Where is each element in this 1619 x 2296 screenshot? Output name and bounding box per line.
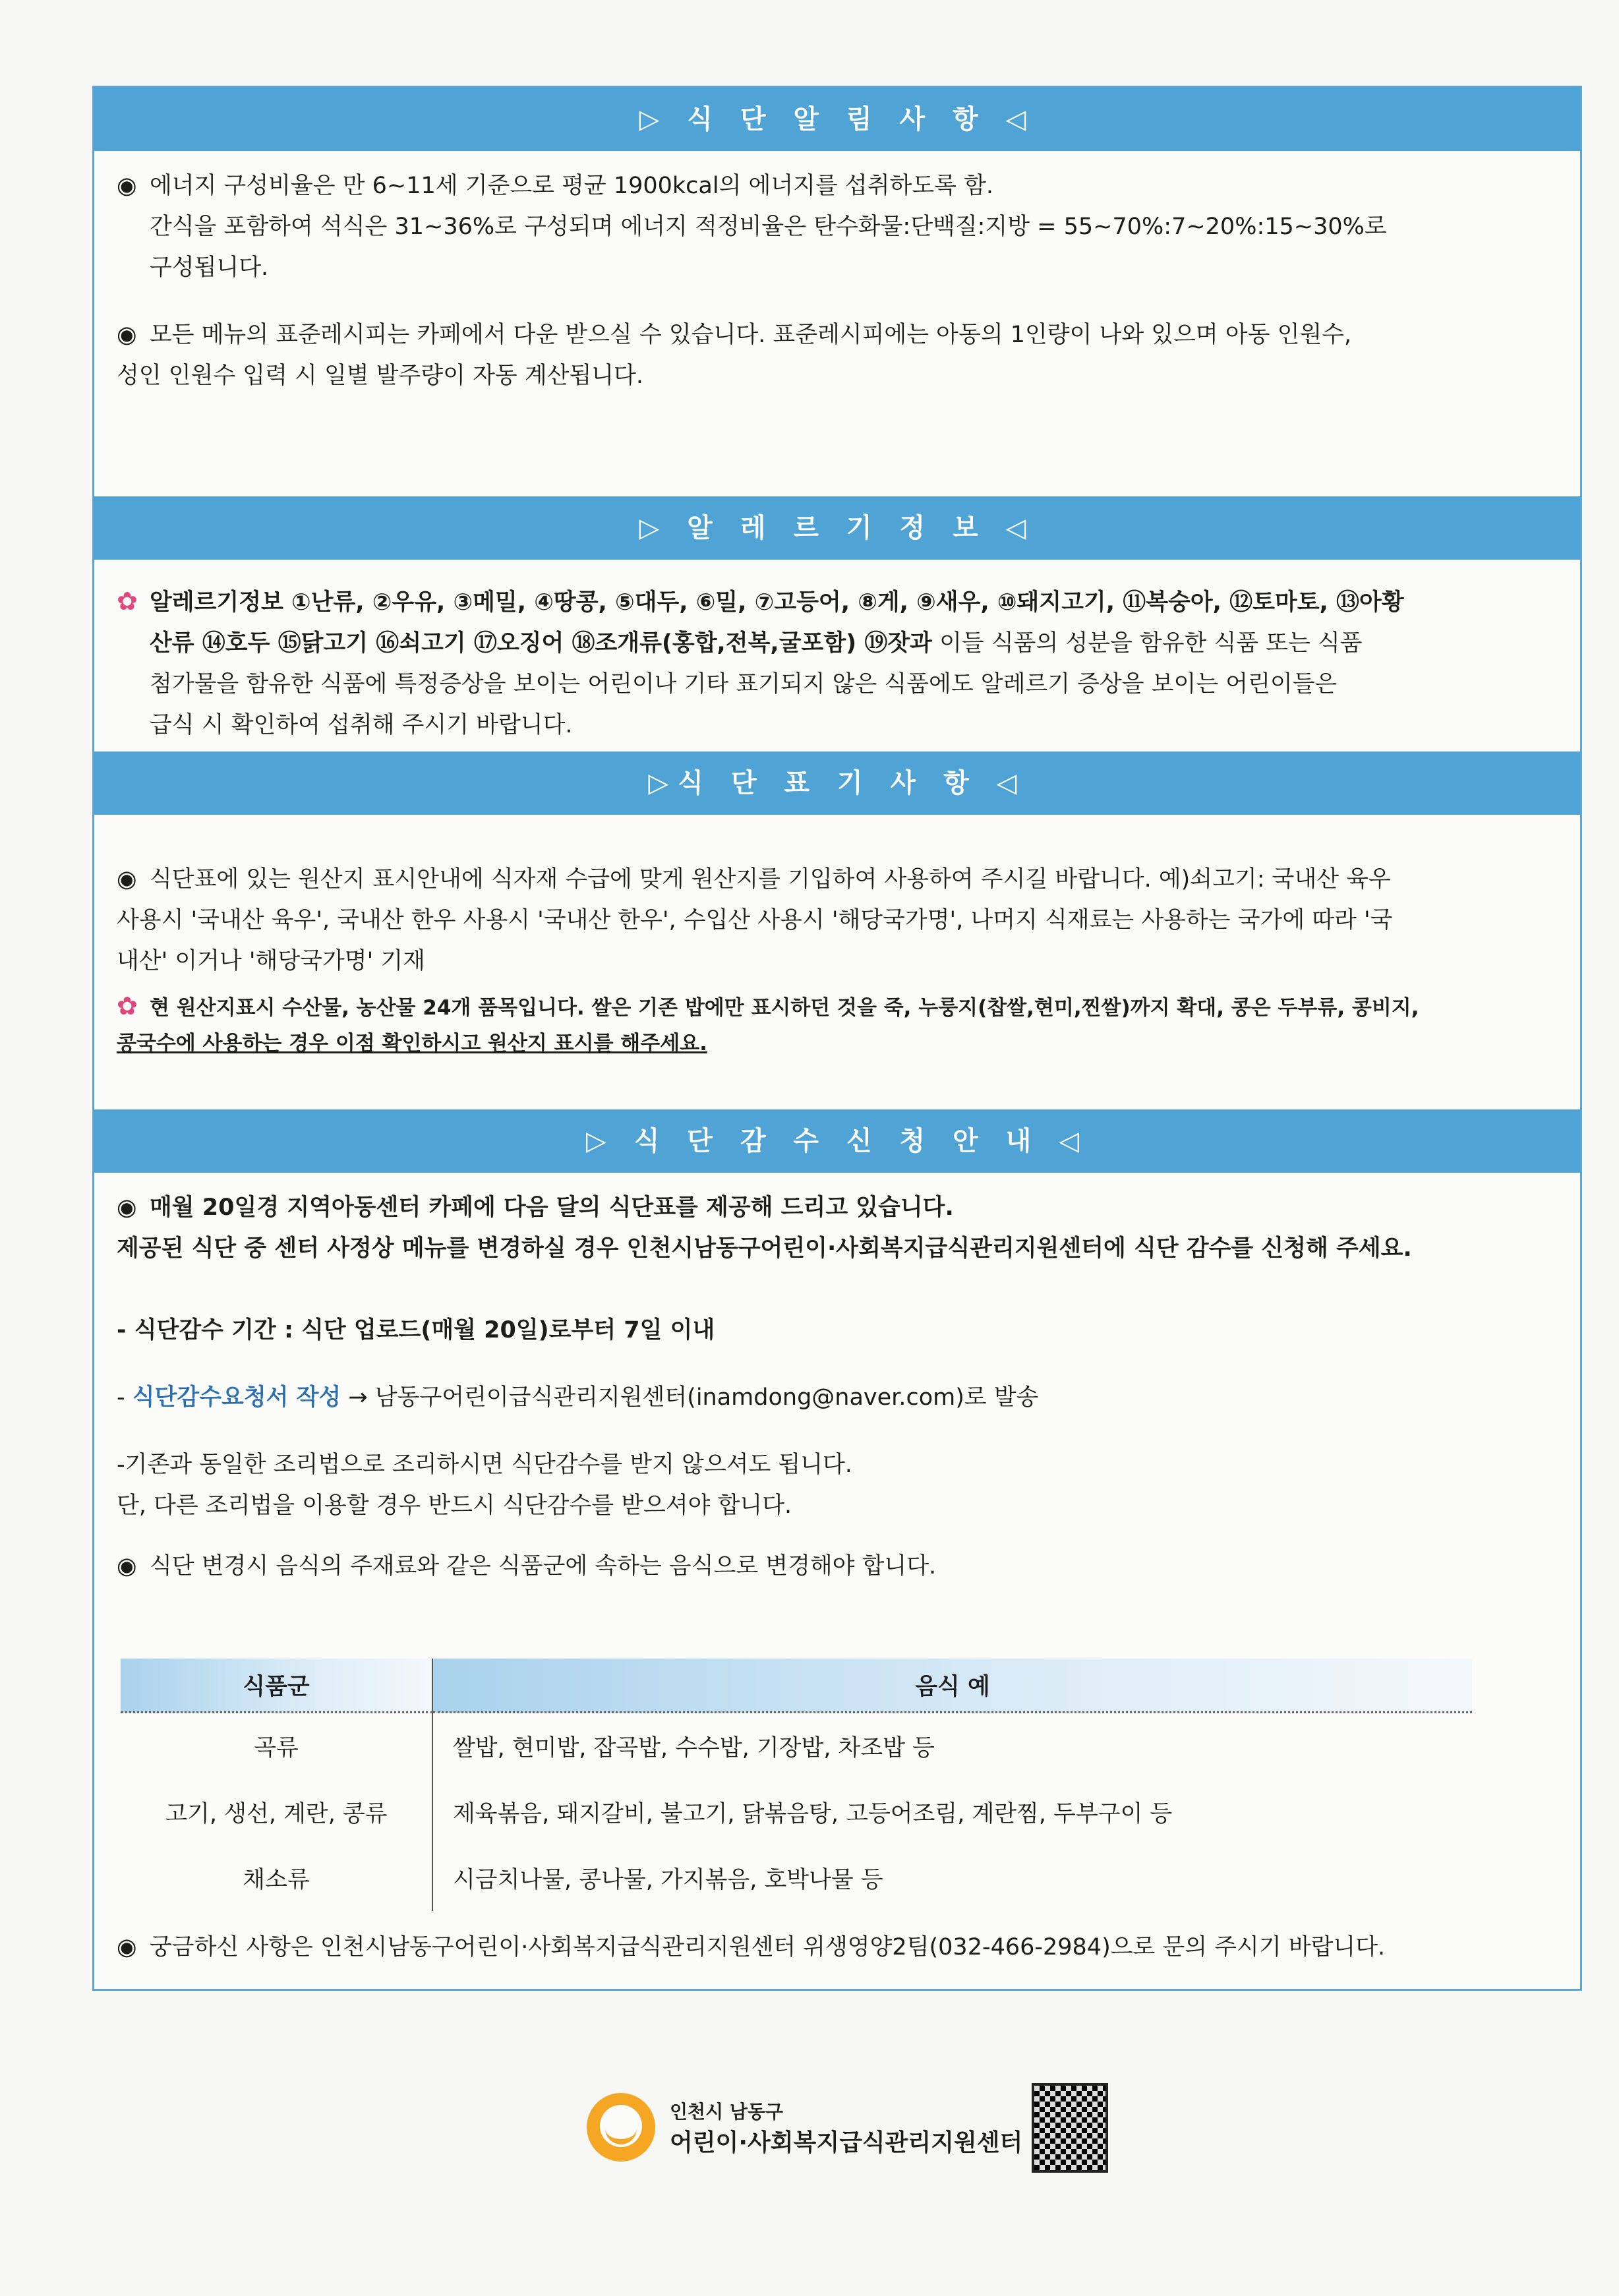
notice-text: 구성됩니다. <box>150 254 269 281</box>
audit-text: 단, 다른 조리법을 이용할 경우 반드시 식단감수를 받으셔야 합니다. <box>117 1492 792 1519</box>
bullet-icon: ◉ <box>117 866 137 893</box>
contact-line <box>117 1927 1554 1968</box>
allergy-text: 산류 ⑭호두 ⑮닭고기 ⑯쇠고기 ⑰오징어 ⑱조개류(홍합,전복,굴포함) ⑲잣과 <box>150 630 932 657</box>
logo-org-small: 인천시 남동구 <box>670 2100 784 2123</box>
audit-section-header: ▷ 식 단 감 수 신 청 안 내 ◁ <box>94 1109 1580 1173</box>
origin-body <box>117 859 1554 1061</box>
audit-body <box>117 1187 1554 1587</box>
allergy-text: 알레르기정보 ①난류, ②우유, ③메밀, ④땅콩, ⑤대두, ⑥밀, ⑦고등어, ⑧게, ⑨새우, ⑩돼지고기, ⑪복숭아, ⑫토마토, ⑬아황 <box>150 589 1404 616</box>
table-cell: 시금치나물, 콩나물, 가지볶음, 호박나물 등 <box>453 1867 883 1893</box>
table-header-row <box>121 1659 1472 1713</box>
notice-text: 성인 인원수 입력 시 일별 발주량이 자동 계산됩니다. <box>117 363 644 389</box>
notice-text: 모든 메뉴의 표준레시피는 카페에서 다운 받으실 수 있습니다. 표준레시피에는 아동의 1인량이 나와 있으며 아동 인원수, <box>150 322 1352 348</box>
table-cell: 제육볶음, 돼지갈비, 불고기, 닭볶음탕, 고등어조림, 계란찜, 두부구이 등 <box>453 1801 1173 1827</box>
bullet-icon: ◉ <box>117 173 137 199</box>
flower-icon: ✿ <box>117 587 138 616</box>
smile-logo-icon <box>587 2093 655 2162</box>
bullet-icon: ◉ <box>117 1934 137 1960</box>
contact-text: 궁금하신 사항은 인천시남동구어린이·사회복지급식관리지원센터 위생영양2팀(032-466-2984)으로 문의 주시기 바랍니다. <box>150 1934 1386 1960</box>
table-row <box>121 1845 1472 1911</box>
table-cell: 채소류 <box>121 1845 432 1911</box>
qr-code-icon[interactable] <box>1032 2083 1108 2173</box>
allergy-text: 첨가물을 함유한 식품에 특정증상을 보이는 어린이나 기타 표기되지 않은 식품에도 알레르기 증상을 보이는 어린이들은 <box>150 671 1338 697</box>
audit-request-form-link[interactable]: 식단감수요청서 작성 <box>132 1384 341 1411</box>
allergy-text: 이들 식품의 성분을 함유한 식품 또는 식품 <box>931 630 1363 657</box>
table-header-cell: 음식 예 <box>432 1659 1472 1713</box>
audit-request-text: → 남동구어린이급식관리지원센터(inamdong@naver.com)로 발송 <box>341 1384 1039 1411</box>
notice-text: 에너지 구성비율은 만 6~11세 기준으로 평균 1900kcal의 에너지를 섭취하도록 함. <box>150 173 994 199</box>
allergy-text: 급식 시 확인하여 섭취해 주시기 바랍니다. <box>150 712 573 738</box>
table-header-cell: 식품군 <box>121 1659 432 1713</box>
table-cell: 곡류 <box>121 1713 432 1780</box>
notice-document <box>92 86 1582 1991</box>
allergy-section-header: ▷ 알 레 르 기 정 보 ◁ <box>94 496 1580 560</box>
audit-text: 식단 변경시 음식의 주재료와 같은 식품군에 속하는 음식으로 변경해야 합니다. <box>150 1553 937 1579</box>
notice-section-header: ▷ 식 단 알 림 사 항 ◁ <box>94 88 1580 151</box>
audit-text: -기존과 동일한 조리법으로 조리하시면 식단감수를 받지 않으셔도 됩니다. <box>117 1452 852 1478</box>
bullet-icon: ◉ <box>117 1553 137 1579</box>
origin-note: 현 원산지표시 수산물, 농산물 24개 품목입니다. 쌀은 기존 밥에만 표시하던 것을 죽, 누룽지(찹쌀,현미,찐쌀)까지 확대, 콩은 두부류, 콩비지, <box>150 996 1419 1020</box>
origin-text: 내산' 이거나 '해당국가명' 기재 <box>117 948 425 974</box>
table-cell: 쌀밥, 현미밥, 잡곡밥, 수수밥, 기장밥, 차조밥 등 <box>453 1735 935 1761</box>
audit-period: - 식단감수 기간 : 식단 업로드(매월 20일)로부터 7일 이내 <box>117 1317 715 1343</box>
audit-text: 매월 20일경 지역아동센터 카페에 다음 달의 식단표를 제공해 드리고 있습니다. <box>150 1194 954 1221</box>
audit-text: 제공된 식단 중 센터 사정상 메뉴를 변경하실 경우 인천시남동구어린이·사회복지급식관리지원센터에 식단 감수를 신청해 주세요. <box>117 1235 1412 1262</box>
bullet-icon: ◉ <box>117 322 137 348</box>
origin-section-header: ▷식 단 표 기 사 항 ◁ <box>94 751 1580 815</box>
flower-icon: ✿ <box>117 991 138 1020</box>
food-group-table <box>121 1659 1472 1911</box>
table-row <box>121 1779 1472 1845</box>
allergy-body <box>117 581 1554 746</box>
notice-body <box>117 165 1554 396</box>
origin-text: 식단표에 있는 원산지 표시안내에 식자재 수급에 맞게 원산지를 기입하여 사용하여 주시길 바랍니다. 예)쇠고기: 국내산 육우 <box>150 866 1391 893</box>
notice-text: 간식을 포함하여 석식은 31~36%로 구성되며 에너지 적정비율은 탄수화물:단백질:지방 = 55~70%:7~20%:15~30%로 <box>150 214 1387 240</box>
audit-request-prefix: - <box>117 1384 132 1411</box>
table-row <box>121 1713 1472 1780</box>
logo-org-name: 어린이·사회복지급식관리지원센터 <box>670 2129 1023 2156</box>
bullet-icon: ◉ <box>117 1194 137 1221</box>
origin-text: 사용시 '국내산 육우', 국내산 한우 사용시 '국내산 한우', 수입산 사용시 '해당국가명', 나머지 식재료는 사용하는 국가에 따라 '국 <box>117 907 1393 933</box>
center-logo <box>587 2093 1022 2162</box>
table-cell: 고기, 생선, 계란, 콩류 <box>121 1779 432 1845</box>
origin-note: 콩국수에 사용하는 경우 이점 확인하시고 원산지 표시를 해주세요. <box>117 1032 707 1055</box>
